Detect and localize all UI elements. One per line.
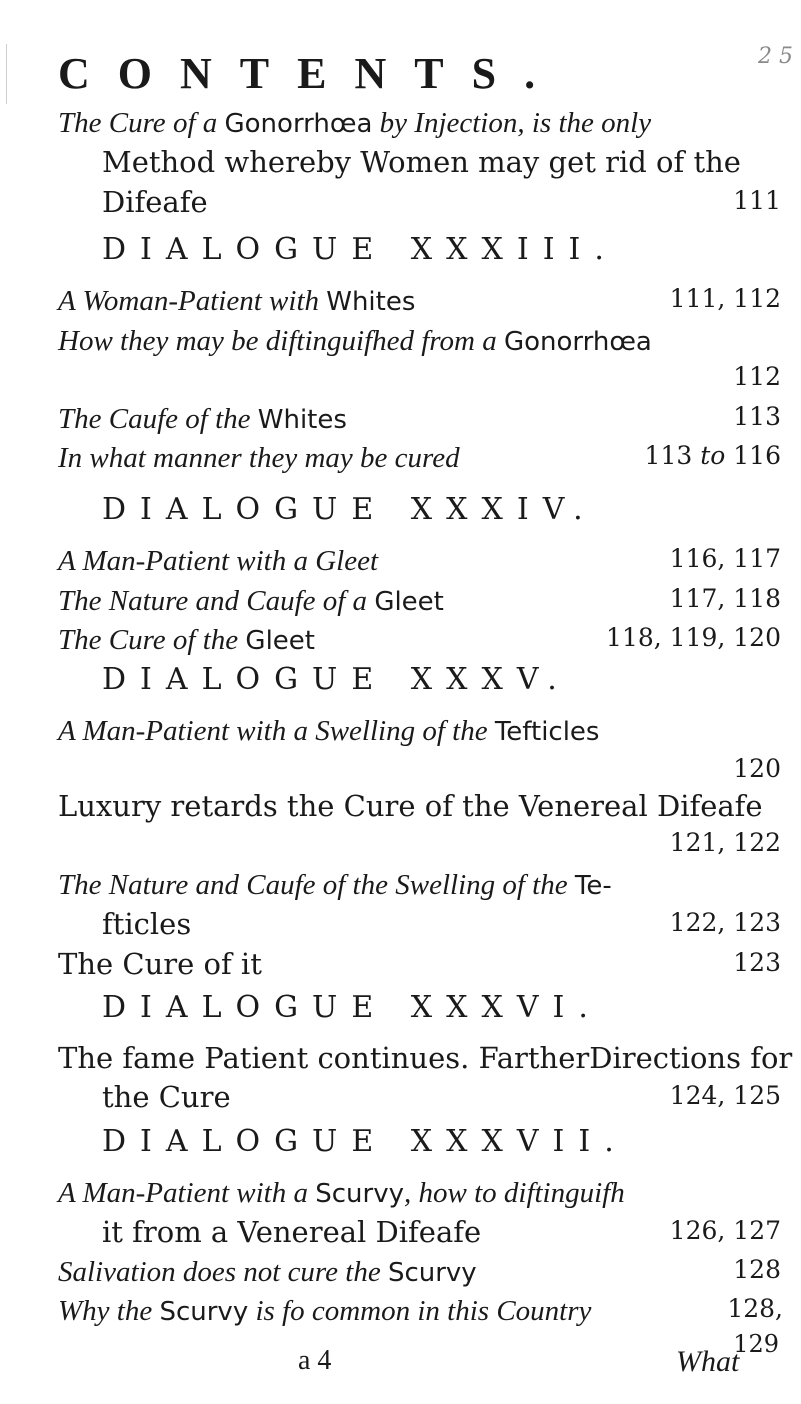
dialogue-heading: DIALOGUE XXXVI. — [102, 990, 602, 1025]
signature-mark: a 4 — [298, 1345, 332, 1376]
toc-entry-line: it from a Venereal Difeafe — [102, 1215, 482, 1249]
toc-entry: A Woman-Patient with Whites — [58, 285, 416, 317]
page-number: 126, 127 — [669, 1216, 781, 1245]
toc-entry: The Cure of it — [58, 947, 262, 981]
toc-entry: Luxury retards the Cure of the Venereal Difeafe — [58, 789, 763, 823]
dialogue-heading: DIALOGUE XXXIII. — [102, 232, 618, 267]
toc-entry: The Nature and Caufe of the Swelling of the Te- — [58, 869, 612, 901]
dialogue-heading: DIALOGUE XXXIV. — [102, 492, 597, 527]
corner-mark: 2 5 — [758, 44, 793, 69]
toc-entry: The Caufe of the Whites — [58, 403, 347, 435]
dialogue-heading: DIALOGUE XXXV. — [102, 662, 571, 697]
page-number: 123 — [733, 948, 781, 977]
catchword: What — [676, 1345, 740, 1378]
page-number: 120 — [733, 754, 781, 783]
toc-entry-line: Difeafe — [102, 185, 208, 219]
toc-entry: A Man-Patient with a Gleet — [58, 545, 379, 577]
page-number: 122, 123 — [669, 908, 781, 937]
toc-entry: Why the Scurvy is fo common in this Country — [58, 1295, 592, 1327]
toc-entry: A Man-Patient with a Scurvy, how to diftinguifh — [58, 1177, 625, 1209]
page-heading: CONTENTS. — [58, 49, 564, 98]
page-number: 113 to 116 — [644, 441, 781, 470]
page-edge-mark — [6, 44, 7, 104]
page-number: 124, 125 — [669, 1081, 781, 1110]
page-number: 112 — [733, 362, 781, 391]
page-number: 113 — [733, 402, 781, 431]
page-number: 116, 117 — [669, 544, 781, 573]
page-number: 128, — [727, 1294, 783, 1323]
toc-entry: A Man-Patient with a Swelling of the Tefticles — [58, 715, 600, 747]
toc-entry: How they may be diftinguifhed from a Gonorrhœa — [58, 325, 652, 357]
page-number: 129 — [733, 1330, 779, 1358]
page-number: 121, 122 — [669, 828, 781, 857]
toc-entry: The fame Patient continues. FartherDirections for — [58, 1041, 793, 1075]
dialogue-heading: DIALOGUE XXXVII. — [102, 1124, 628, 1159]
toc-entry-cure-gonorrhoea: The Cure of a Gonorrhœa by Injection, is the only — [58, 107, 652, 139]
page-number: 118, 119, 120 — [606, 623, 781, 652]
toc-entry-line: fticles — [102, 907, 192, 941]
toc-entry: In what manner they may be cured — [58, 442, 460, 474]
page-number: 117, 118 — [669, 584, 781, 613]
toc-entry-line: Method whereby Women may get rid of the — [102, 145, 741, 179]
page-number: 111, 112 — [669, 284, 781, 313]
toc-entry: The Nature and Caufe of a Gleet — [58, 585, 444, 617]
page-number: 128 — [733, 1255, 781, 1284]
toc-entry-line: the Cure — [102, 1080, 231, 1114]
toc-entry: Salivation does not cure the Scurvy — [58, 1256, 477, 1288]
page-number: 111 — [733, 186, 781, 215]
toc-entry: The Cure of the Gleet — [58, 624, 315, 656]
